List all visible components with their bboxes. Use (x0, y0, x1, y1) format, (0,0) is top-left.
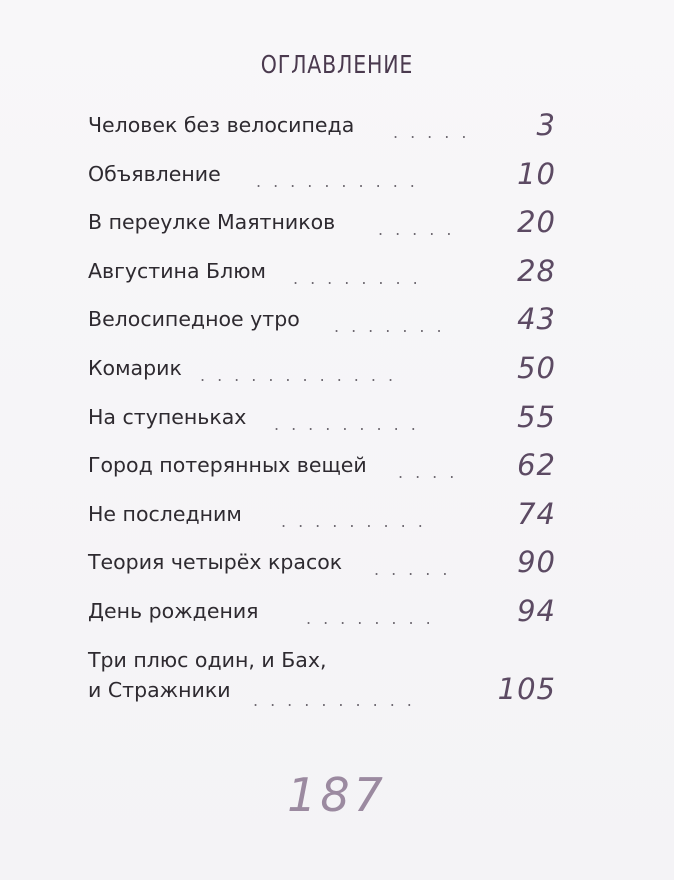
toc-entry-title: Велосипедное утро (88, 307, 300, 332)
toc-entry-page: 90 (517, 545, 556, 580)
toc-entry (88, 396, 568, 445)
toc-entry-page: 20 (517, 205, 556, 240)
dot-leader: ..... (378, 220, 464, 240)
toc-entry-title: Комарик (88, 355, 182, 380)
toc-entry (88, 104, 568, 153)
dot-leader: ..... (393, 123, 479, 142)
dot-leader: ........ (293, 268, 430, 288)
toc-entry (88, 250, 568, 299)
toc-entry-title: Объявление (88, 161, 221, 186)
toc-entry-title: Не последним (88, 501, 242, 526)
toc-entry-title: Три плюс один, и Бах, и Стражники (88, 647, 327, 702)
toc-entry-title: Августина Блюм (88, 258, 266, 283)
dot-leader: ........ (306, 608, 443, 628)
dot-leader: .......... (256, 171, 427, 191)
toc-entry-title: День рождения (88, 598, 259, 623)
toc-entry-title: Город потерянных вещей (88, 453, 367, 478)
toc-entry-page: 43 (517, 302, 556, 337)
toc-entry-page: 94 (517, 593, 556, 628)
toc-entry-page: 10 (517, 156, 556, 191)
toc-entry (88, 201, 568, 250)
toc-entry-page: 28 (517, 253, 556, 288)
toc-entry-page: 3 (536, 108, 556, 142)
toc-entry (88, 298, 568, 347)
toc-entry (88, 153, 568, 202)
toc-entry-page: 62 (517, 448, 556, 483)
dot-leader: .......... (253, 690, 424, 710)
toc-entry-title: Человек без велосипеда (88, 113, 355, 137)
dot-leader: .... (398, 463, 467, 483)
toc-entry-title: В переулке Маятников (88, 210, 336, 235)
toc-entry (88, 444, 568, 493)
toc-entry-page: 55 (517, 399, 556, 434)
toc-entry-title: На ступеньках (88, 404, 247, 429)
toc-entry (88, 590, 568, 639)
toc-entry (88, 639, 568, 713)
page-folio: 187 (287, 768, 387, 822)
toc-entry (88, 541, 568, 590)
toc-entry-page: 50 (517, 350, 556, 385)
toc-entry (88, 347, 568, 396)
dot-leader: ......... (281, 511, 435, 531)
dot-leader: ......... (274, 414, 428, 434)
toc-title: ОГЛАВЛЕНИЕ (260, 50, 414, 79)
toc-entry-page: 74 (517, 496, 556, 531)
toc-entry-title: Теория четырёх красок (88, 550, 343, 575)
dot-leader: ..... (374, 560, 460, 580)
table-of-contents (88, 104, 568, 713)
toc-entry (88, 493, 568, 542)
dot-leader: ....... (334, 317, 454, 337)
toc-entry-page: 105 (497, 671, 556, 706)
dot-leader: ............ (200, 365, 406, 385)
